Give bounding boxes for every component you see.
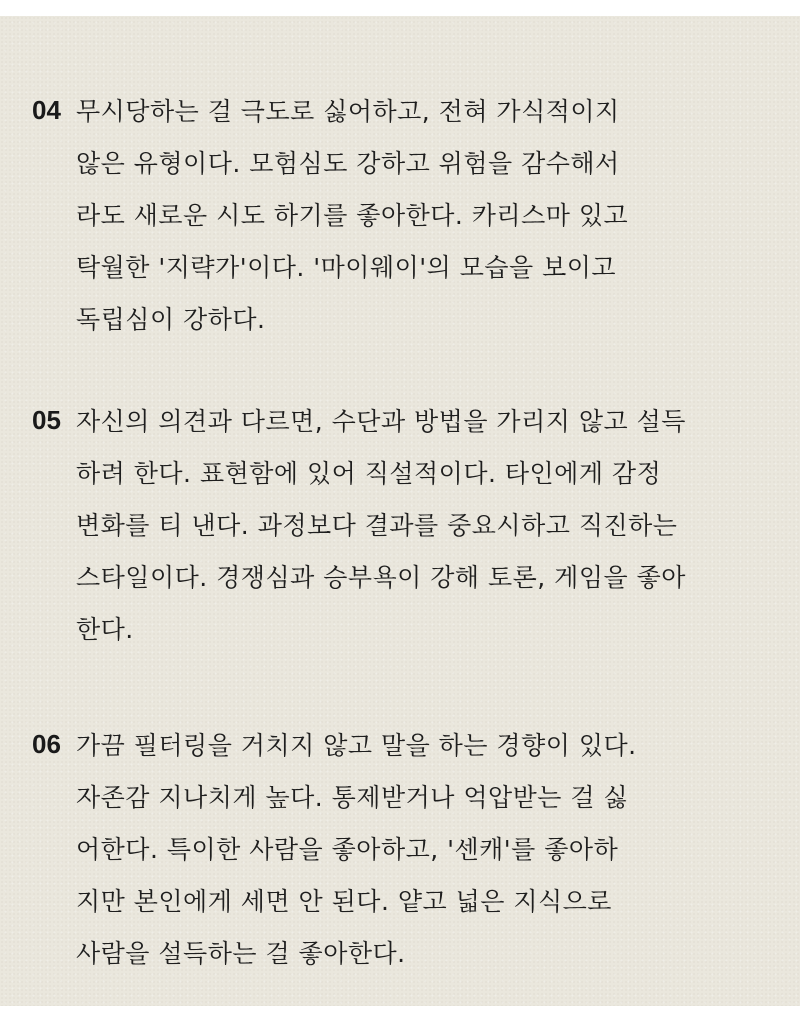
entry-number: 04 [32,94,61,125]
entry-line [32,718,762,770]
entry-number: 06 [32,728,61,759]
entry-line [32,602,762,654]
entry-text: 스타일이다. 경쟁심과 승부욕이 강해 토론, 게임을 좋아 [76,563,686,592]
entry-line [32,550,762,602]
entry-line [32,188,762,240]
entry-text: 탁월한 '지략가'이다. '마이웨이'의 모습을 보이고 [76,253,617,282]
entry-text: 않은 유형이다. 모험심도 강하고 위험을 감수해서 [76,149,620,178]
entry-04 [32,84,762,344]
entry-line [32,394,762,446]
entry-text: 지만 본인에게 세면 안 된다. 얕고 넓은 지식으로 [76,887,612,916]
entry-line [32,498,762,550]
entry-line [32,84,762,136]
entry-line [32,292,762,344]
entry-text: 라도 새로운 시도 하기를 좋아한다. 카리스마 있고 [76,201,629,230]
entry-05 [32,394,762,654]
paper-background [0,16,800,1006]
entry-text: 어한다. 특이한 사람을 좋아하고, '센캐'를 좋아하 [76,835,619,864]
entry-text: 자신의 의견과 다르면, 수단과 방법을 가리지 않고 설득 [76,407,686,436]
entry-text: 하려 한다. 표현함에 있어 직설적이다. 타인에게 감정 [76,459,662,488]
entry-line [32,446,762,498]
entry-number: 05 [32,404,61,435]
entry-text: 한다. [76,615,134,644]
entry-text: 자존감 지나치게 높다. 통제받거나 억압받는 걸 싫 [76,783,629,812]
entry-06 [32,718,762,978]
entry-text: 가끔 필터링을 거치지 않고 말을 하는 경향이 있다. [76,731,637,760]
entry-text: 변화를 티 낸다. 과정보다 결과를 중요시하고 직진하는 [76,511,678,540]
entry-line [32,926,762,978]
entry-line [32,770,762,822]
entry-line [32,136,762,188]
entry-text: 무시당하는 걸 극도로 싫어하고, 전혀 가식적이지 [76,97,620,126]
entry-line [32,822,762,874]
entry-text: 독립심이 강하다. [76,305,266,334]
entry-line [32,240,762,292]
entry-text: 사람을 설득하는 걸 좋아한다. [76,939,406,968]
entry-line [32,874,762,926]
